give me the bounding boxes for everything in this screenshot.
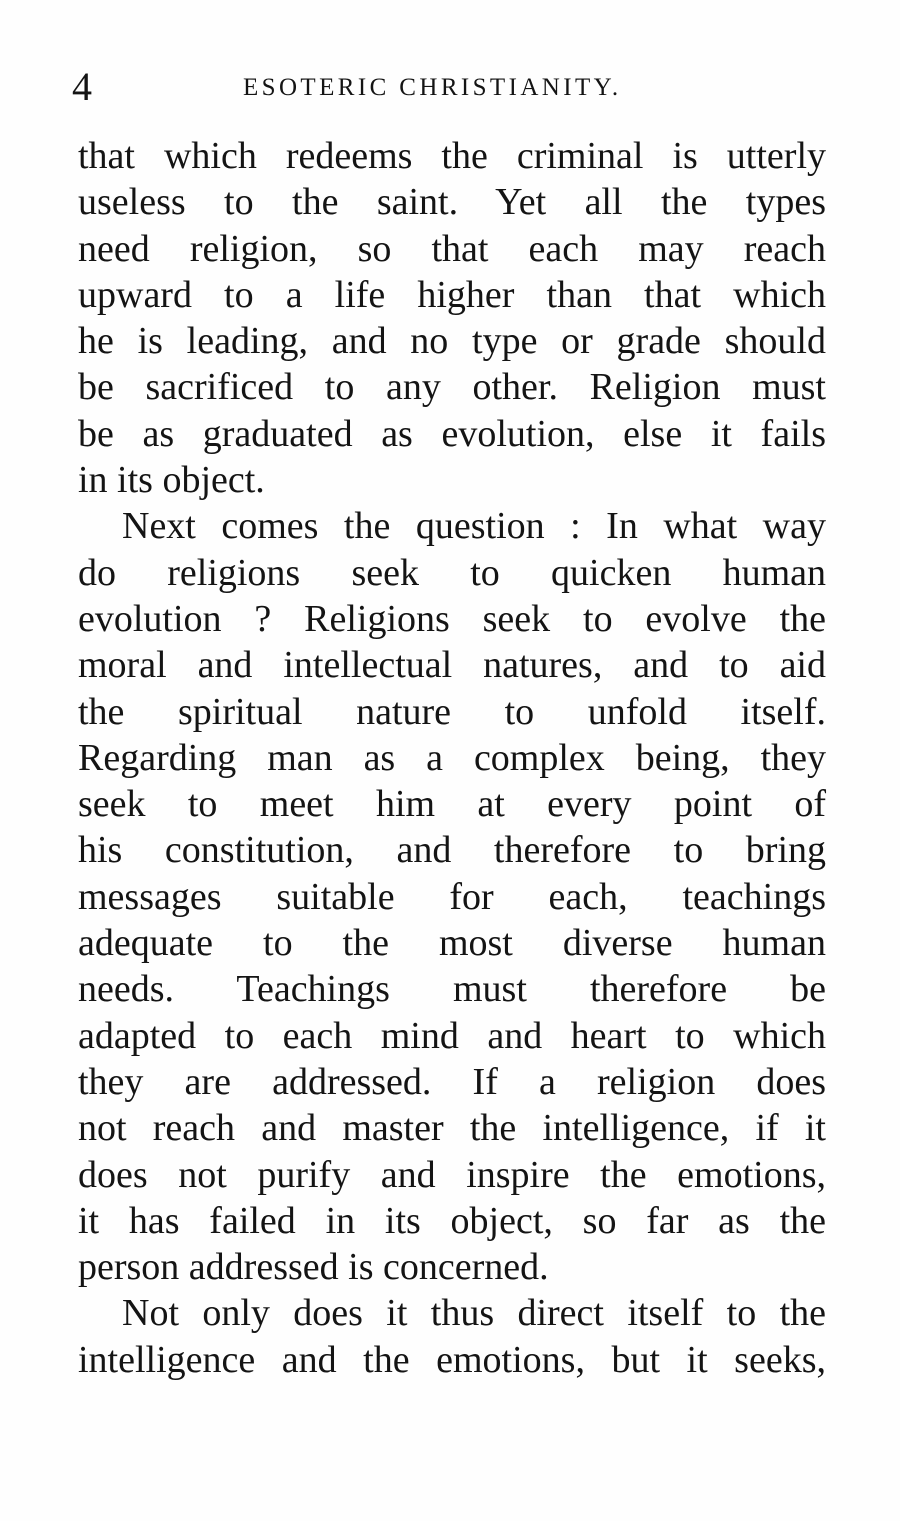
text-line: they are addressed. If a religion does bbox=[78, 1060, 826, 1103]
text-line: that which redeems the criminal is utterly bbox=[78, 135, 826, 177]
text-line: needs. Teachings must therefore be bbox=[78, 968, 826, 1011]
text-line: be as graduated as evolution, else it fails bbox=[78, 412, 826, 455]
text-line: adapted to each mind and heart to which bbox=[78, 1014, 826, 1057]
text-line: messages suitable for each, teachings bbox=[78, 875, 826, 918]
text-line: does not purify and inspire the emotions, bbox=[78, 1153, 826, 1196]
body-text bbox=[78, 133, 826, 1383]
text-line: the spiritual nature to unfold itself. bbox=[78, 690, 826, 733]
text-line: do religions seek to quicken human bbox=[78, 551, 826, 594]
text-line: useless to the saint. Yet all the types bbox=[78, 181, 826, 224]
text-line: intelligence and the emotions, but it seeks, bbox=[78, 1338, 826, 1381]
text-line: upward to a life higher than that which bbox=[78, 273, 826, 316]
text-line: his constitution, and therefore to bring bbox=[78, 829, 826, 872]
running-head: ESOTERIC CHRISTIANITY. bbox=[243, 74, 622, 101]
paragraph-end-line: person addressed is concerned. bbox=[78, 1246, 549, 1289]
text-line: he is leading, and no type or grade should bbox=[78, 320, 826, 363]
text-line: it has failed in its object, so far as the bbox=[78, 1199, 826, 1242]
text-line: moral and intellectual natures, and to aid bbox=[78, 644, 826, 687]
paragraph-start-line: Next comes the question : In what way bbox=[122, 505, 826, 548]
page-number: 4 bbox=[72, 64, 92, 109]
paragraph-start-line: Not only does it thus direct itself to the bbox=[122, 1292, 826, 1335]
text-line: need religion, so that each may reach bbox=[78, 227, 826, 270]
text-line: be sacrificed to any other. Religion must bbox=[78, 366, 826, 409]
text-line: evolution ? Religions seek to evolve the bbox=[78, 597, 826, 640]
text-line: seek to meet him at every point of bbox=[78, 783, 826, 826]
text-line: not reach and master the intelligence, if it bbox=[78, 1107, 826, 1150]
paragraph-end-line: in its object. bbox=[78, 459, 265, 502]
text-line: Regarding man as a complex being, they bbox=[78, 736, 826, 779]
text-line: adequate to the most diverse human bbox=[78, 922, 826, 965]
